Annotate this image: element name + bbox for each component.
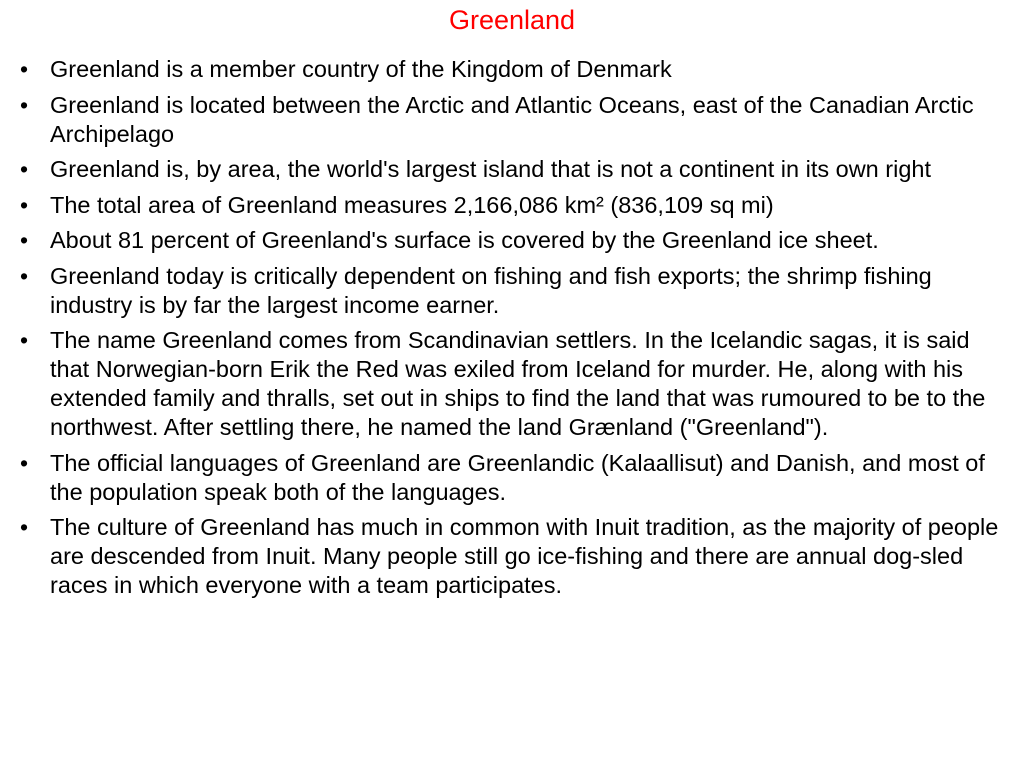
bullet-dot-icon: •: [20, 156, 29, 182]
bullet-text: Greenland today is critically dependent on fishing and fish exports; the shrimp fishing industry is by far the largest income earner.: [50, 262, 932, 318]
bullet-text: The culture of Greenland has much in common with Inuit tradition, as the majority of people are descended from Inuit. Many people still go ice-fishing and there are annual dog-sled races in which everyone with a team participates.: [50, 514, 999, 598]
bullet-item: [20, 513, 1010, 600]
bullet-item: [20, 91, 1010, 149]
bullet-dot-icon: •: [20, 56, 29, 82]
bullet-item: [20, 55, 1010, 84]
bullet-text: The name Greenland comes from Scandinavian settlers. In the Icelandic sagas, it is said that Norwegian-born Erik the Red was exiled from Iceland for murder. He, along with his extended family and thralls, set out in ships to find the land that was rumoured to be to the northwest. After settling there, he named the land Grænland ("Greenland").: [50, 327, 986, 440]
bullet-item: [20, 326, 1010, 442]
bullet-text: Greenland is a member country of the Kingdom of Denmark: [50, 56, 672, 82]
bullet-dot-icon: •: [20, 91, 29, 118]
bullet-item: [20, 449, 1010, 507]
bullet-text: The official languages of Greenland are Greenlandic (Kalaallisut) and Danish, and most of the population speak both of the languages.: [50, 449, 985, 505]
slide-title: Greenland: [448, 5, 576, 35]
bullet-dot-icon: •: [20, 191, 29, 218]
bullet-text: Greenland is, by area, the world's largest island that is not a continent in its own right: [50, 156, 931, 182]
bullet-dot-icon: •: [20, 449, 29, 476]
bullet-dot-icon: •: [20, 514, 29, 540]
bullet-dot-icon: •: [20, 227, 29, 253]
bullet-text: The total area of Greenland measures 2,166,086 km² (836,109 sq mi): [50, 191, 774, 218]
bullet-item: [20, 262, 1010, 320]
bullet-text: Greenland is located between the Arctic and Atlantic Oceans, east of the Canadian Arctic Archipelago: [50, 91, 974, 147]
bullet-text: About 81 percent of Greenland's surface is covered by the Greenland ice sheet.: [50, 227, 879, 253]
bullet-dot-icon: •: [20, 327, 29, 353]
bullet-list: [20, 55, 1010, 607]
bullet-item: [20, 191, 1010, 220]
bullet-item: [20, 226, 1010, 255]
bullet-dot-icon: •: [20, 262, 29, 289]
bullet-item: [20, 155, 1010, 184]
